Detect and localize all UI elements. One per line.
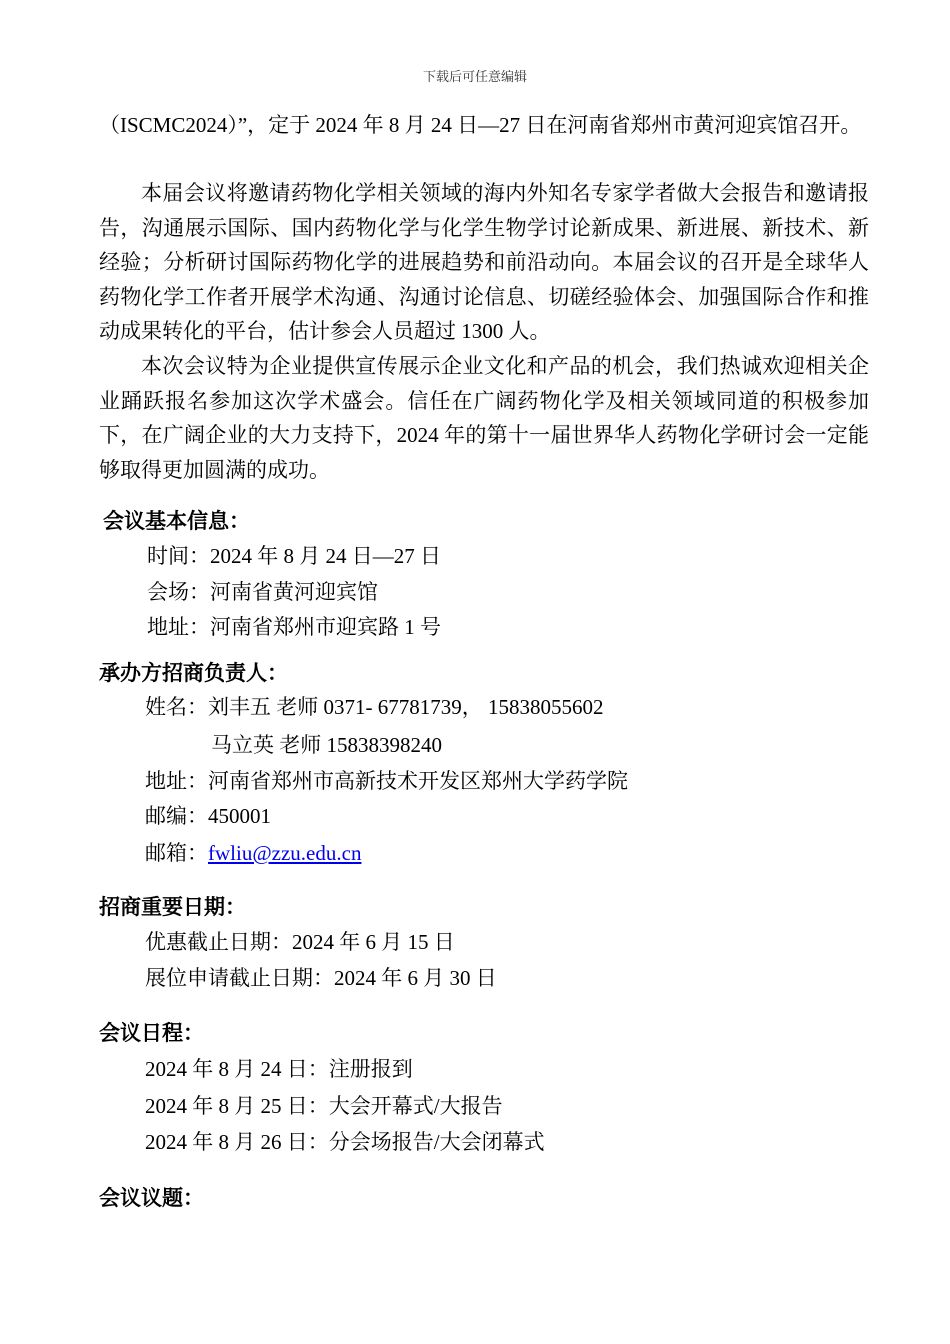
page-header-note: 下载后可任意编辑 <box>422 69 527 84</box>
contact-email-label: 邮箱： <box>145 841 208 865</box>
schedule-heading: 会议日程： <box>99 1021 204 1045</box>
contact-heading: 承办方招商负责人： <box>99 661 288 685</box>
contact-email-link[interactable]: fwliu@zzu.edu.cn <box>208 841 362 865</box>
basic-info-heading: 会议基本信息： <box>103 509 250 533</box>
basic-info-time: 时间：2024 年 8 月 24 日—27 日 <box>147 544 441 568</box>
contact-address: 地址：河南省郑州市高新技术开发区郑州大学药学院 <box>145 769 628 793</box>
intro-paragraph-3: 本次会议特为企业提供宣传展示企业文化和产品的机会，我们热诚欢迎相关企业踊跃报名参加这次学术盛会。信任在广阔药物化学及相关领域同道的积极参加下，在广阔企业的大力支持下，2024 年的第十一届世界华人药物化学研讨会一定能够取得更加圆满的成功。 <box>99 354 869 482</box>
basic-info-venue: 会场：河南省黄河迎宾馆 <box>147 580 378 604</box>
contact-email-row <box>145 839 361 867</box>
basic-info-address: 地址：河南省郑州市迎宾路 1 号 <box>147 615 441 639</box>
intro-paragraph-2: 本届会议将邀请药物化学相关领域的海内外知名专家学者做大会报告和邀请报告，沟通展示国际、国内药物化学与化学生物学讨论新成果、新进展、新技术、新经验；分析研讨国际药物化学的进展趋势和前沿动向。本届会议的召开是全球华人药物化学工作者开展学术沟通、沟通讨论信息、切磋经验体会、加强国际合作和推动成果转化的平台，估计参会人员超过 1300 人。 <box>99 181 869 343</box>
schedule-item: 2024 年 8 月 26 日：分会场报告/大会闭幕式 <box>145 1130 545 1154</box>
contact-name-line-2: 马立英 老师 15838398240 <box>211 733 442 757</box>
dates-heading: 招商重要日期： <box>99 895 246 919</box>
schedule-item: 2024 年 8 月 24 日：注册报到 <box>145 1057 413 1081</box>
contact-postcode: 邮编：450001 <box>145 804 271 828</box>
schedule-item: 2024 年 8 月 25 日：大会开幕式/大报告 <box>145 1094 503 1118</box>
intro-paragraph-1: （ISCMC2024）”，定于 2024 年 8 月 24 日—27 日在河南省郑州市黄河迎宾馆召开。 <box>99 113 862 137</box>
topics-heading: 会议议题： <box>99 1186 204 1210</box>
dates-early-deadline: 优惠截止日期：2024 年 6 月 15 日 <box>145 930 455 954</box>
dates-booth-deadline: 展位申请截止日期：2024 年 6 月 30 日 <box>145 966 497 990</box>
contact-name-line-1: 姓名：刘丰五 老师 0371- 67781739， 15838055602 <box>145 695 604 719</box>
